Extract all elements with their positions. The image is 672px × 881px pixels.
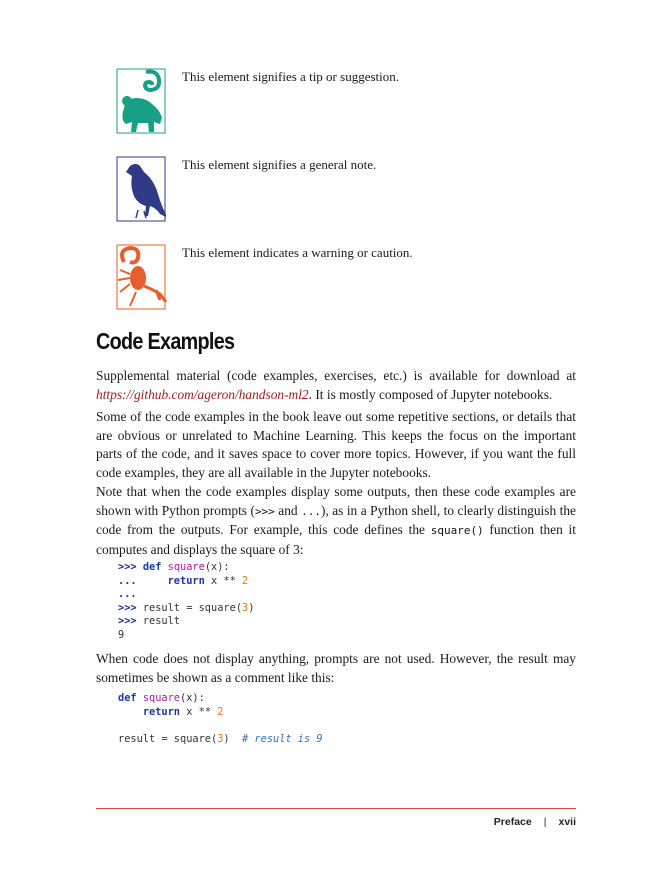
p3-text-a: Note that when the code examples display some outputs, then these code examples are shown with Python prompts ( (96, 484, 576, 518)
code-comment: # result is 9 (242, 732, 323, 745)
p3-text-c: ), as in a Python shell, to clearly distinguish the code from the outputs. For example, this code defines the (96, 502, 577, 538)
inline-code-prompt: >>> (254, 504, 275, 518)
code-token: 2 (217, 705, 224, 718)
repo-link[interactable]: https://github.com/ageron/handson-ml2 (96, 386, 309, 402)
tip-text: This element signifies a tip or suggestion. (182, 69, 399, 84)
code-token: result = (142, 601, 199, 614)
crow-note-icon (116, 156, 166, 222)
code-output: 9 (118, 628, 125, 641)
inline-code-ellipsis: ... (301, 504, 321, 518)
code-token: ( (211, 732, 218, 745)
code-token: result (142, 615, 181, 628)
code-token: def (118, 692, 137, 704)
code-token: x ** (186, 705, 218, 718)
paragraph-supplemental (96, 367, 576, 404)
code-token: 3 (217, 732, 224, 745)
code-token: result = (118, 732, 174, 745)
page-number: xvii (558, 816, 576, 828)
code-token: square (198, 601, 236, 614)
paragraph-prompts (96, 483, 576, 559)
code-token: return (167, 574, 205, 587)
tip-admonition (116, 68, 556, 148)
code-token: 2 (242, 574, 249, 587)
code-token: (x): (180, 692, 205, 704)
warning-text: This element indicates a warning or caution. (182, 245, 413, 260)
scorpion-warning-icon (110, 244, 172, 310)
code-token: ... (118, 588, 137, 601)
note-admonition (116, 156, 556, 236)
p3-text-d: function then it computes and displays the square of 3: (96, 522, 576, 557)
code-token: ) (248, 601, 255, 614)
code-token: ) (223, 732, 230, 745)
code-token: >>> (118, 561, 137, 573)
section-heading: Code Examples (96, 328, 235, 354)
p1-text: Supplemental material (code examples, exercises, etc.) is available for download at (96, 368, 576, 383)
code-token: >>> (118, 601, 137, 614)
footer-rule (96, 808, 576, 809)
code-token: (x): (204, 561, 230, 573)
footer-separator: | (543, 816, 547, 828)
inline-code-square: square() (430, 524, 484, 538)
code-token: ... (118, 574, 137, 587)
code-token: square (173, 732, 211, 745)
warning-admonition (116, 244, 556, 324)
code-token: square (142, 692, 181, 704)
code-token: ( (235, 601, 243, 614)
code-token: def (142, 561, 162, 573)
paragraph-no-prompts: When code does not display anything, prompts are not used. However, the result may sometimes be shown as a comment like this: (96, 651, 576, 685)
code-token: 3 (242, 601, 249, 614)
code-block-prompts (118, 561, 254, 643)
code-token: square (167, 561, 205, 573)
lemur-tip-icon (116, 68, 166, 134)
p1-text-end: . It is mostly composed of Jupyter notebooks. (308, 386, 553, 402)
note-text: This element signifies a general note. (182, 157, 377, 172)
page-footer (494, 816, 576, 828)
code-token: x ** (211, 574, 243, 587)
code-token: >>> (118, 615, 137, 628)
p3-text-b: and (274, 502, 302, 518)
footer-section: Preface (493, 816, 532, 828)
code-token: return (142, 705, 181, 718)
paragraph-code-examples: Some of the code examples in the book leave out some repetitive sections, or details that are obvious or unrelated to Machine Learning. This keeps the focus on the important parts of the code, and it saves space to cover more topics. However, if you want the full code examples, they are all available in the Jupyter notebooks. (96, 409, 576, 480)
code-block-comment (118, 692, 323, 746)
